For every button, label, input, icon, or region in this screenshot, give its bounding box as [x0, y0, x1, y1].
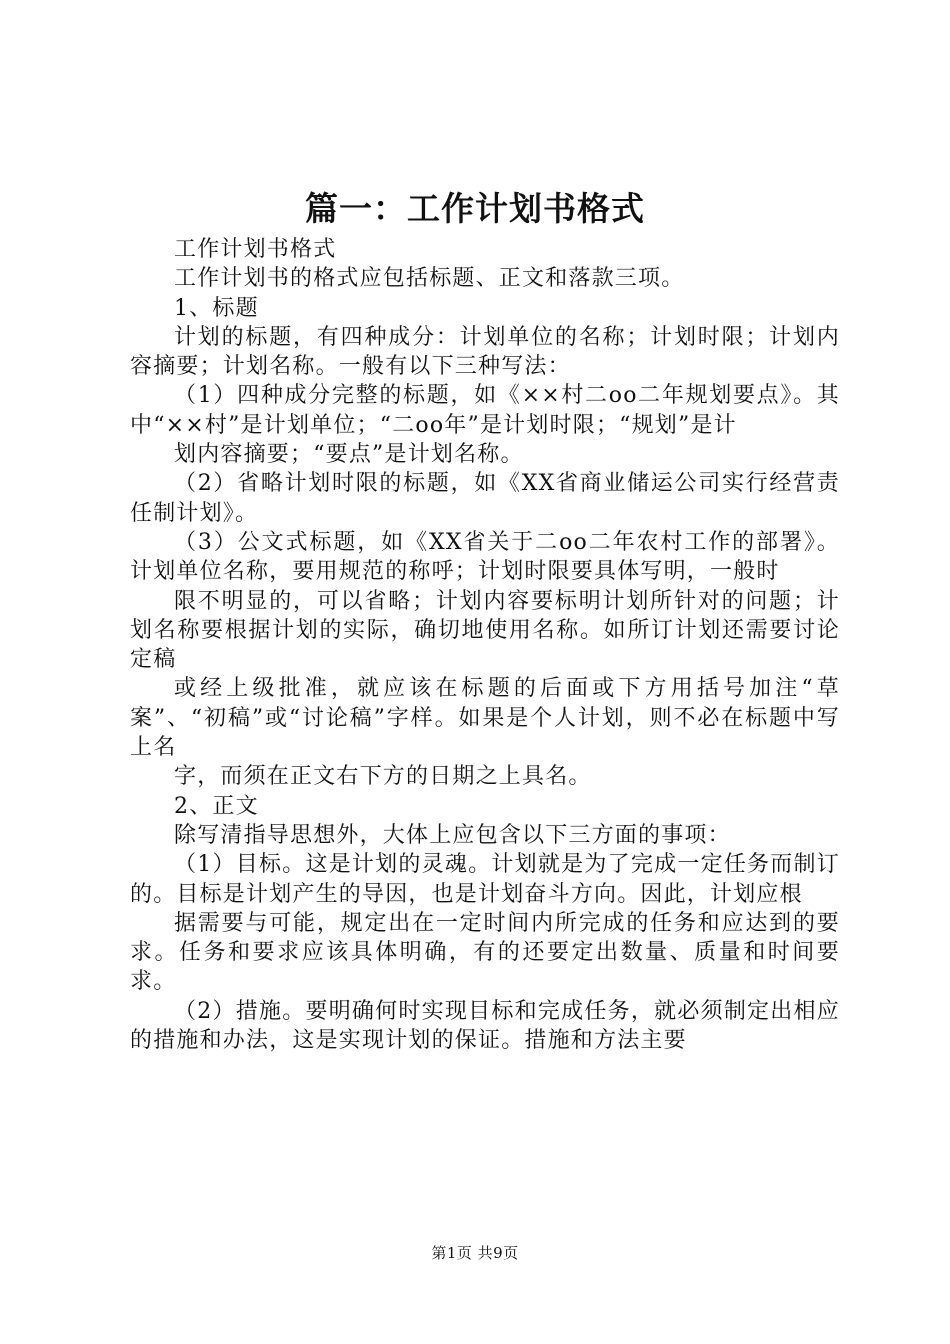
document-title: 篇一：工作计划书格式 — [305, 189, 645, 228]
document-body — [130, 235, 840, 1055]
section-heading: 2、正文 — [174, 793, 259, 819]
section-heading: 1、标题 — [174, 295, 259, 321]
paragraph: （1）目标。这是计划的灵魂。计划就是为了完成一定任务而制订的。目标是计划产生的导因，也是计划奋斗方向。因此，计划应根 — [130, 852, 840, 907]
paragraph: （2）措施。要明确何时实现目标和完成任务，就必须制定出相应的措施和办法，这是实现计划的保证。措施和方法主要 — [130, 998, 840, 1054]
paragraph: 工作计划书的格式应包括标题、正文和落款三项。 — [174, 266, 685, 292]
paragraph: 或经上级批准，就应该在标题的后面或下方用括号加注“草案”、“初稿”或“讨论稿”字样。如果是个人计划，则不必在标题中写上名 — [130, 676, 840, 761]
paragraph: 限不明显的，可以省略；计划内容要标明计划所针对的问题；计划名称要根据计划的实际，确切地使用名称。如所订计划还需要讨论定稿 — [130, 588, 840, 673]
page-footer: 第1页 共9页 — [431, 1244, 519, 1262]
paragraph: 字，而须在正文右下方的日期之上具名。 — [174, 764, 592, 790]
paragraph: （1）四种成分完整的标题，如《××村二oo二年规划要点》。其中“××村”是计划单位；“二oo年”是计划时限；“规划”是计 — [130, 383, 840, 438]
paragraph: （3）公文式标题，如《XX省关于二oo二年农村工作的部署》。计划单位名称，要用规范的称呼；计划时限要具体写明，一般时 — [130, 529, 840, 585]
paragraph: （2）省略计划时限的标题，如《XX省商业储运公司实行经营责任制计划》。 — [130, 471, 840, 526]
paragraph: 工作计划书格式 — [174, 237, 337, 262]
paragraph: 划内容摘要；“要点”是计划名称。 — [174, 442, 524, 468]
paragraph: 除写清指导思想外，大体上应包含以下三方面的事项： — [174, 822, 731, 848]
paragraph: 据需要与可能，规定出在一定时间内所完成的任务和应达到的要求。任务和要求应该具体明确，有的还要定出数量、质量和时间要求。 — [130, 910, 840, 995]
paragraph: 计划的标题，有四种成分：计划单位的名称；计划时限；计划内容摘要；计划名称。一般有以下三种写法： — [130, 324, 840, 380]
